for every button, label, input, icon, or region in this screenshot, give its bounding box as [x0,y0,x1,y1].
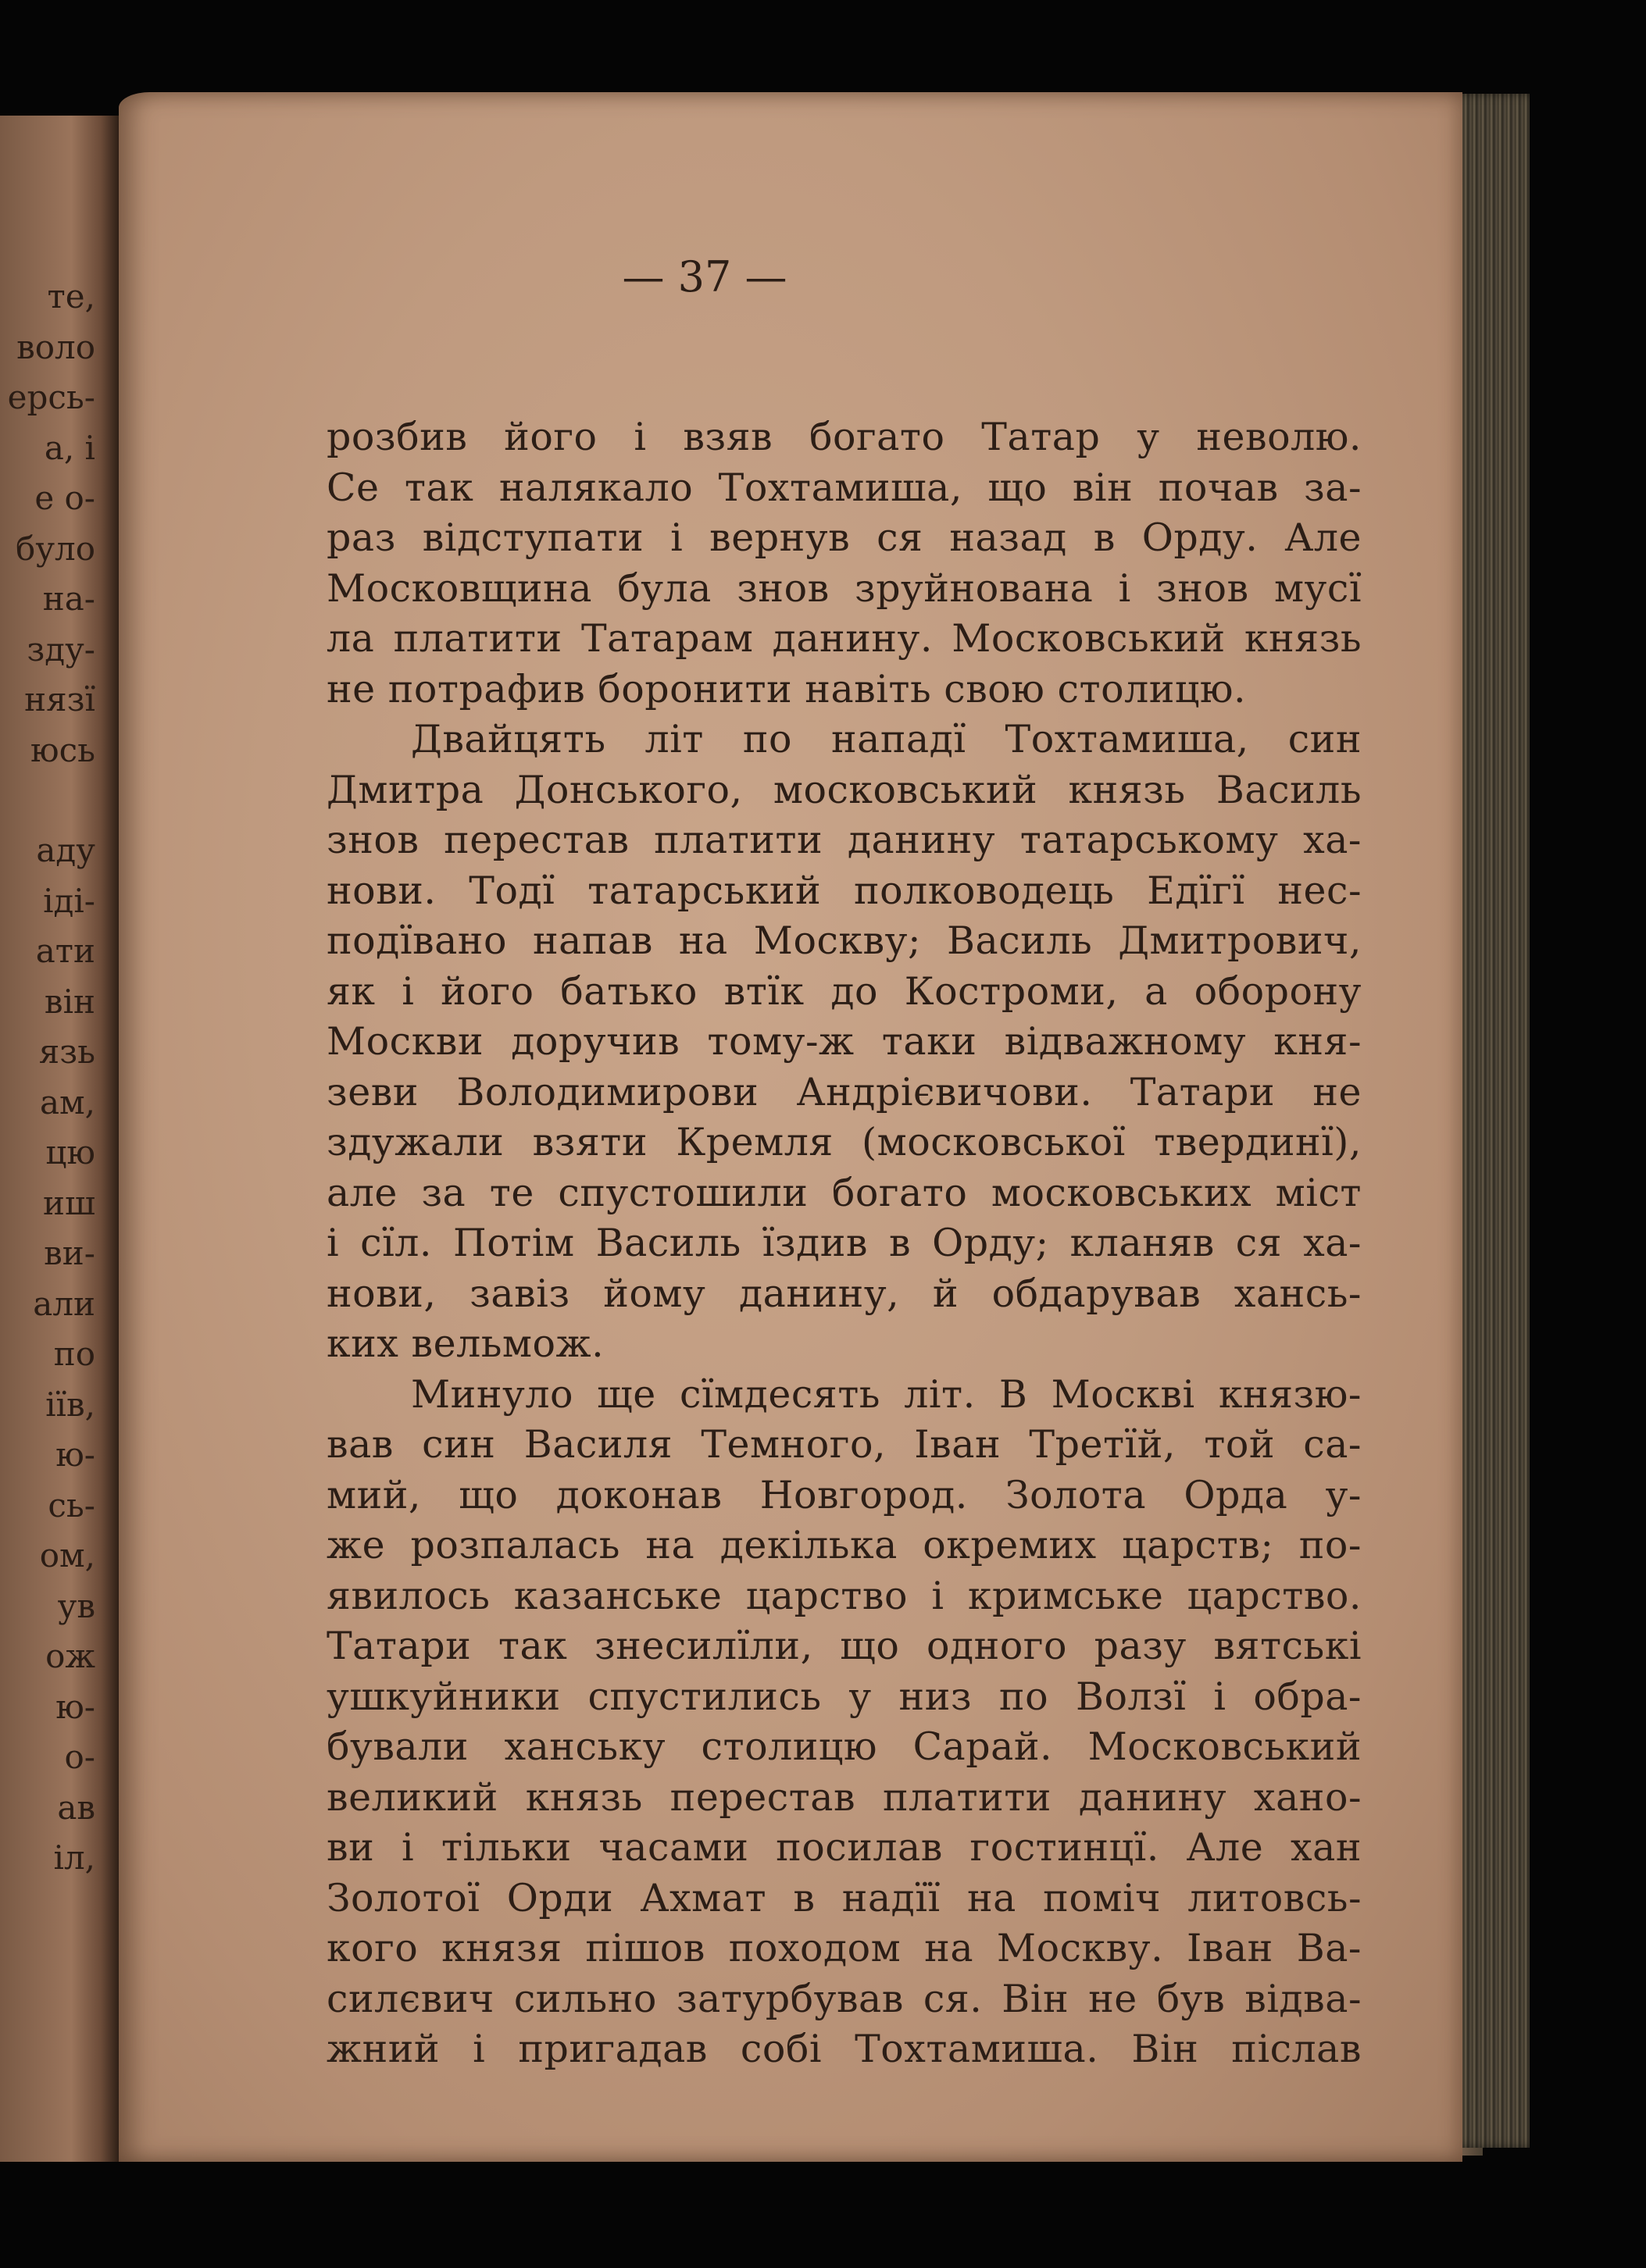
previous-page-fragment: нязї [24,680,95,719]
previous-page [0,116,119,2162]
text-line: Московщина була знов зруйнована і знов мусї [327,565,1362,611]
previous-page-fragment: ом, [39,1536,95,1574]
text-line: Се так налякало Тохтамиша, що він почав за- [327,465,1362,510]
text-line: нови. Тодї татарський полководець Едїгї нес- [327,868,1362,913]
text-line: силєвич сильно затурбував ся. Він не був відва- [327,1976,1362,2021]
previous-page-fragment: ож [45,1637,95,1675]
previous-page-fragment: зду- [27,629,95,669]
previous-page-fragment: иш [42,1183,95,1222]
text-line: нови, завіз йому данину, й обдарував хансь- [327,1271,1362,1316]
text-line: знов перестав платити данину татарському ха- [327,818,1362,862]
text-line: але за те спустошили богато московських міст [327,1170,1362,1215]
page-text [327,412,1362,2075]
text-line: здужали взяти Кремля (московської твердинї), [327,1120,1362,1164]
text-line: раз відступати і вернув ся назад в Орду. Але [327,515,1362,560]
previous-page-fragment: іді- [43,881,95,920]
previous-page-fragment: а, і [44,428,95,467]
page-number: — 37 — [622,252,787,301]
previous-page-fragment: о- [64,1738,95,1776]
text-line: не потрафив боронити навіть свою столицю. [327,666,1247,711]
previous-page-fragment: ати [35,932,95,970]
text-line: і сїл. Потім Василь їздив в Орду; кланяв ся ха- [327,1221,1362,1265]
text-line: як і його батько втїк до Костроми, а оборону [327,968,1362,1014]
text-line: Москви доручив тому-ж таки відважному кня- [327,1019,1362,1064]
previous-page-fragment: аду [36,831,95,869]
text-line: великий князь перестав платити данину хано- [327,1774,1362,1820]
previous-page-fragment: ю- [55,1687,95,1726]
text-line: ушкуйники спустились у низ по Волзї і обра- [327,1674,1362,1719]
previous-page-fragment: юсь [30,730,95,769]
text-line: Минуло ще сїмдесять літ. В Москві князю- [411,1371,1362,1417]
previous-page-fragment: цю [45,1133,95,1171]
previous-page-text-edge [0,116,119,2162]
book-page [119,92,1462,2162]
text-line: Золотої Орди Ахмат в надїї на поміч литовсь- [327,1875,1362,1920]
previous-page-fragment: ув [57,1586,95,1625]
text-line: бували ханську столицю Сарай. Московський [327,1724,1362,1769]
text-line: явилось казанське царство і кримське царство. [327,1573,1362,1618]
previous-page-fragment: було [16,529,95,568]
previous-page-fragment: ам, [39,1082,95,1122]
text-line: вав син Василя Темного, Іван Третїй, той са- [327,1422,1362,1467]
previous-page-fragment: ерсь- [7,378,95,416]
previous-page-fragment: али [33,1284,95,1323]
previous-page-fragment: воло [16,327,95,366]
text-line: ви і тільки часами посилав гостинцї. Але хан [327,1825,1362,1870]
previous-page-fragment: ав [57,1788,95,1827]
previous-page-fragment: по [53,1335,95,1373]
previous-page-fragment: ю- [55,1435,95,1474]
text-line: кого князя пішов походом на Москву. Іван Ва- [327,1926,1362,1970]
previous-page-fragment: на- [42,579,95,618]
text-line: подївано напав на Москву; Василь Дмитрович, [327,918,1362,963]
text-line: Двайцять літ по нападї Тохтамиша, син [411,717,1362,761]
previous-page-fragment: іїв, [45,1385,95,1424]
text-line: Дмитра Донського, московський князь Василь [327,767,1362,812]
previous-page-fragment: язь [38,1032,95,1071]
previous-page-fragment: те, [47,277,95,316]
text-line: Татари так знесилїли, що одного разу вятські [327,1624,1362,1668]
text-line: ла платити Татарам данину. Московський князь [327,616,1362,661]
text-line: зеви Володимирови Андрієвичови. Татари не [327,1069,1362,1114]
text-line: жний і пригадав собі Тохтамиша. Він післав [327,2027,1362,2071]
text-line: мий, що доконав Новгород. Золота Орда у- [327,1472,1362,1517]
text-line: же розпалась на декілька окремих царств; по- [327,1523,1362,1567]
previous-page-fragment: е о- [34,479,95,517]
previous-page-fragment: сь- [48,1485,95,1524]
previous-page-fragment: ви- [44,1234,95,1272]
text-line: ких вельмож. [327,1321,605,1366]
text-line: розбив його і взяв богато Татар у неволю. [327,415,1362,459]
previous-page-fragment: він [44,982,95,1021]
previous-page-fragment: іл, [53,1838,95,1877]
